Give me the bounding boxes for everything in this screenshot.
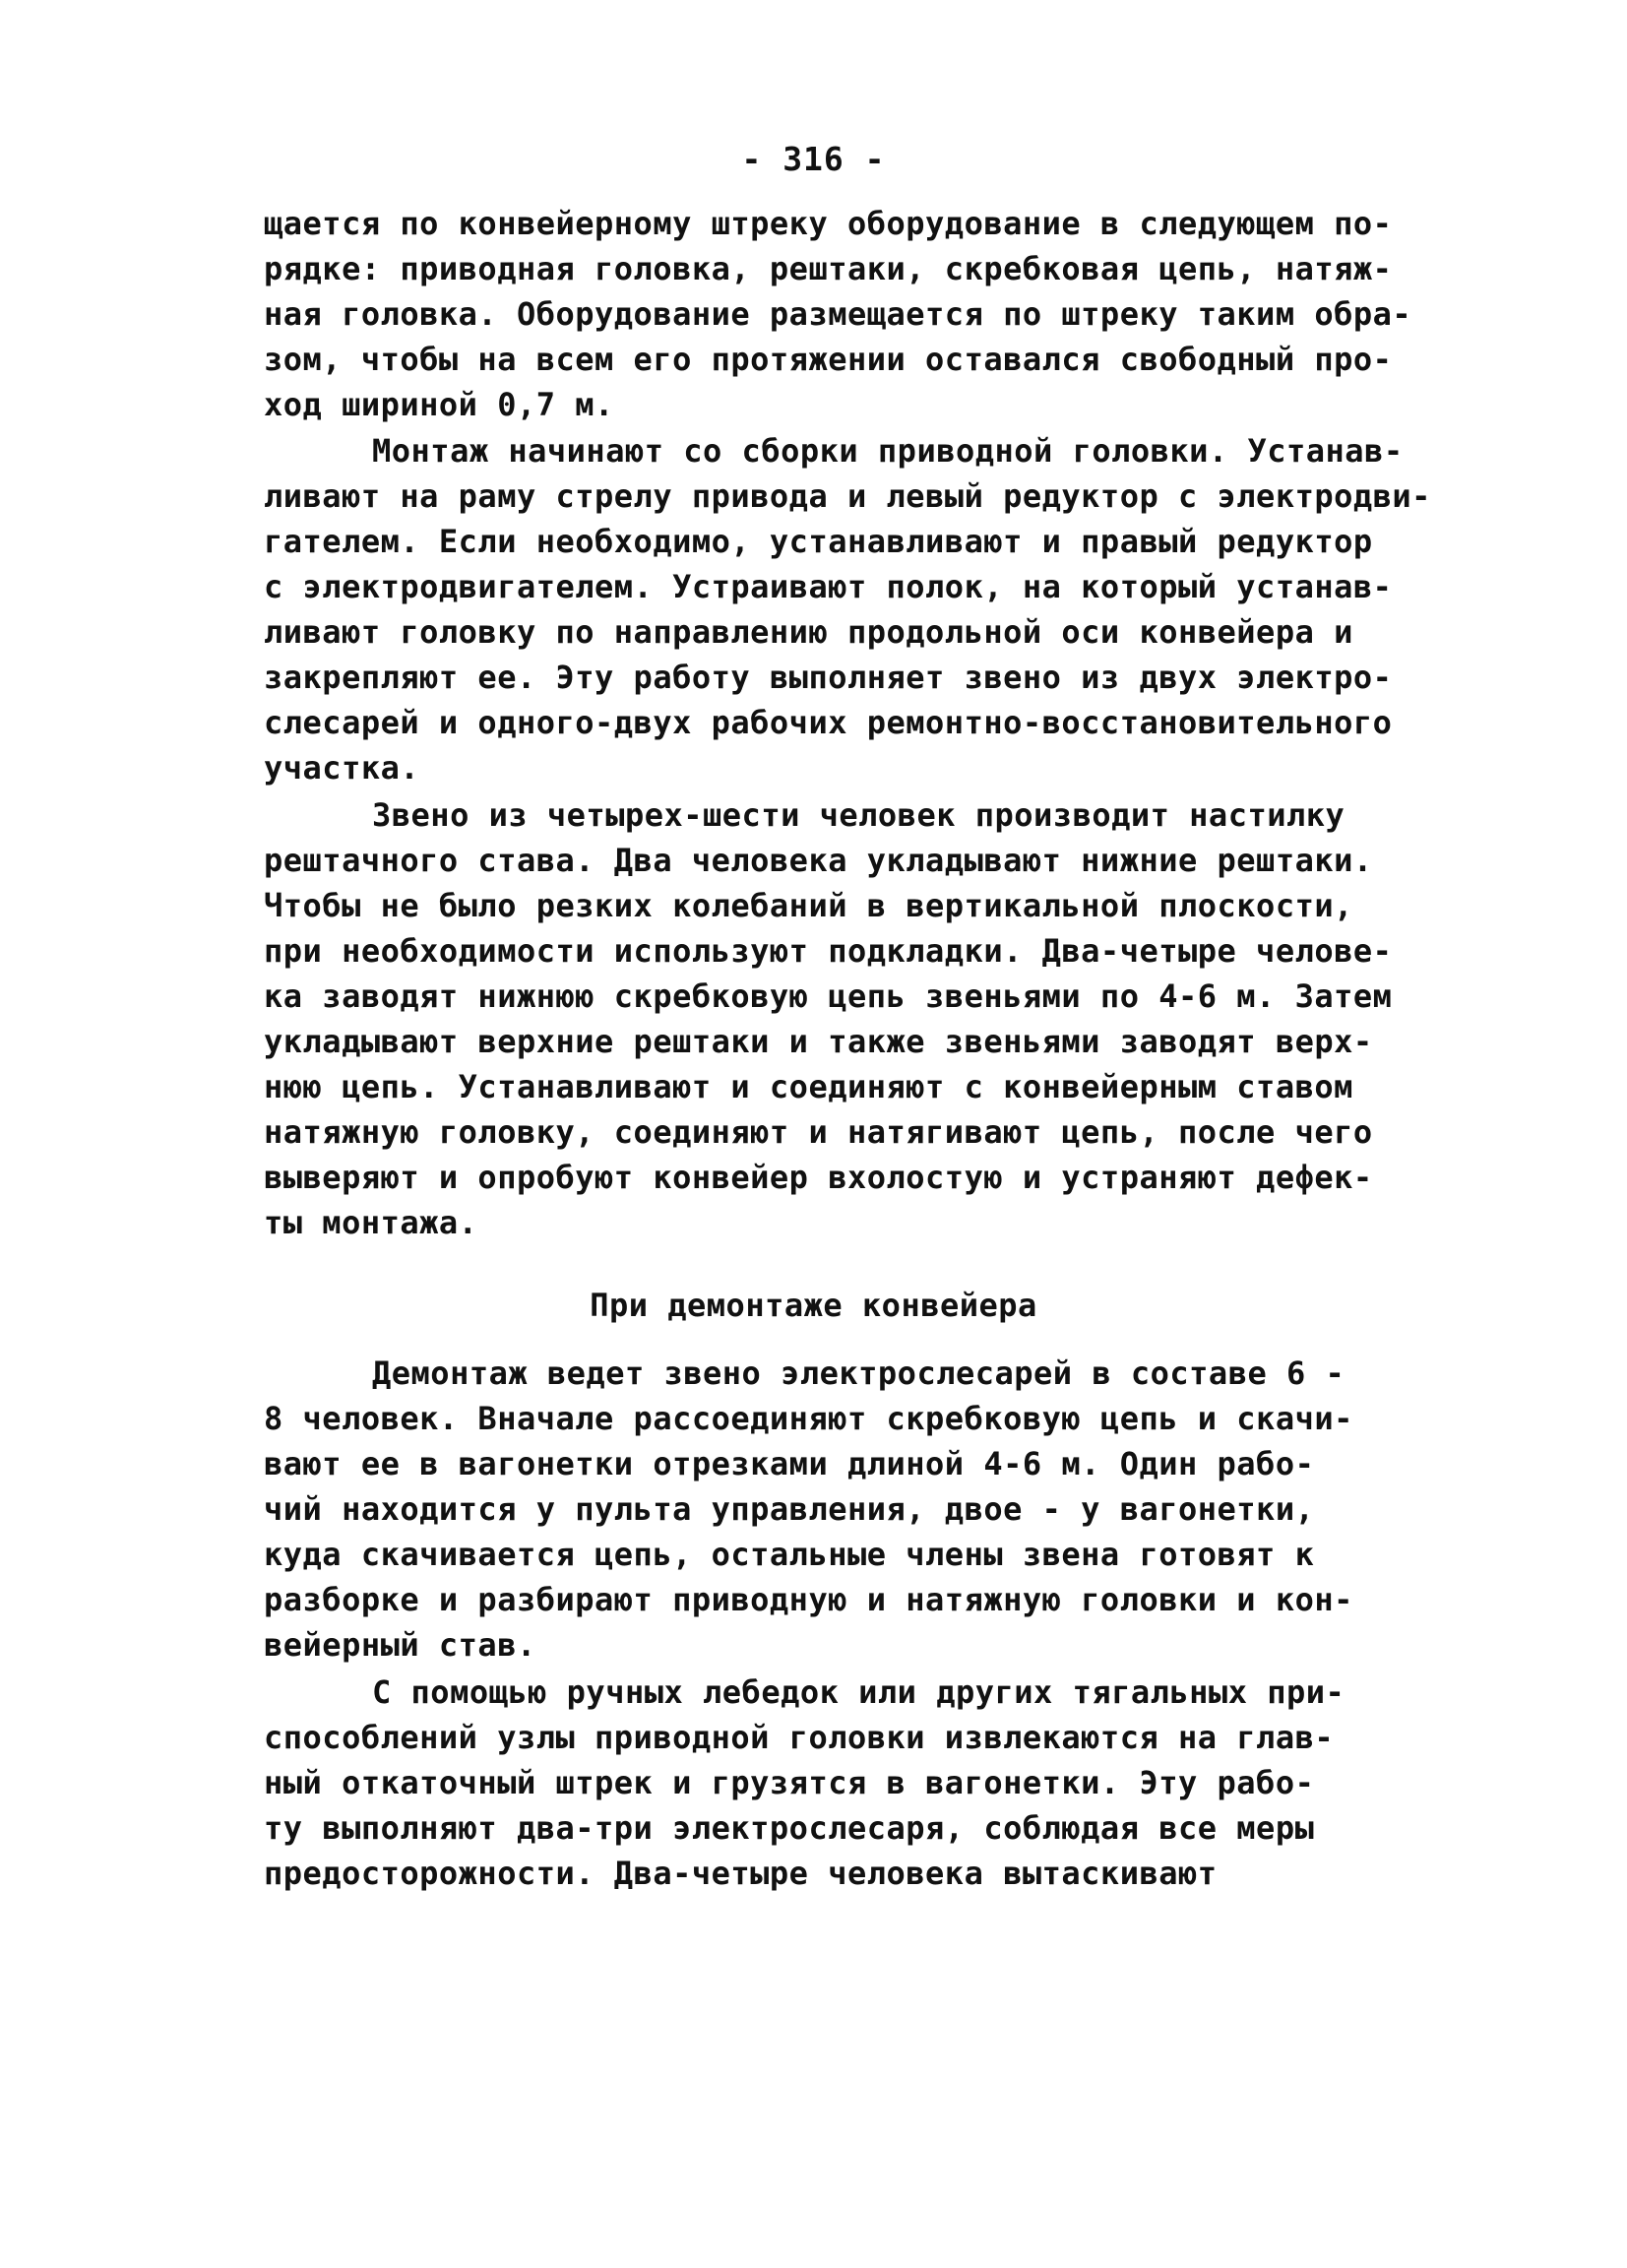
text-line: нюю цепь. Устанавливают и соединяют с конвейерным ставом <box>264 1068 1353 1105</box>
text-line: ты монтажа. <box>264 1204 478 1241</box>
text-line: способлений узлы приводной головки извлекаются на глав- <box>264 1719 1335 1756</box>
text-line: ка заводят нижнюю скребковую цепь звеньями по 4-6 м. Затем <box>264 977 1393 1015</box>
text-line: Монтаж начинают со сборки приводной головки. Устанав- <box>372 432 1404 470</box>
text-line: с электродвигателем. Устраивают полок, на который устанав- <box>264 568 1393 605</box>
text-line: предосторожности. Два-четыре человека вытаскивают <box>264 1855 1218 1892</box>
text-line: при необходимости используют подкладки. Два-четыре челове- <box>264 932 1393 970</box>
text-line: укладывают верхние рештаки и также звеньями заводят верх- <box>264 1023 1373 1060</box>
section-heading: При демонтаже конвейера <box>590 1287 1037 1324</box>
text-line: выверяют и опробуют конвейер вхолостую и устраняют дефек- <box>264 1159 1373 1196</box>
text-line: зом, чтобы на всем его протяжении оставался свободный про- <box>264 341 1393 378</box>
text-line: ливают на раму стрелу привода и левый редуктор с электродви- <box>264 477 1431 515</box>
text-line: ту выполняют два-три электрослесаря, соблюдая все меры <box>264 1809 1315 1847</box>
text-line: 8 человек. Вначале рассоединяют скребковую цепь и скачи- <box>264 1400 1353 1437</box>
text-line: щается по конвейерному штреку оборудование в следующем по- <box>264 205 1393 242</box>
text-line: Демонтаж ведет звено электрослесарей в составе 6 - <box>372 1354 1345 1392</box>
text-line: слесарей и одного-двух рабочих ремонтно-восстановительного <box>264 704 1393 741</box>
text-line: Чтобы не было резких колебаний в вертикальной плоскости, <box>264 887 1353 924</box>
text-line: чий находится у пульта управления, двое - у вагонетки, <box>264 1490 1315 1528</box>
text-line: натяжную головку, соединяют и натягивают цепь, после чего <box>264 1113 1373 1151</box>
text-line: участка. <box>264 749 420 787</box>
text-line: вейерный став. <box>264 1626 536 1664</box>
text-line: Звено из четырех-шести человек производит настилку <box>372 796 1345 834</box>
text-line: С помощью ручных лебедок или других тягальных при- <box>372 1673 1345 1711</box>
text-line: разборке и разбирают приводную и натяжную головки и кон- <box>264 1581 1353 1618</box>
text-line: рядке: приводная головка, рештаки, скребковая цепь, натяж- <box>264 250 1393 287</box>
text-line: гателем. Если необходимо, устанавливают и правый редуктор <box>264 523 1373 560</box>
text-line: куда скачивается цепь, остальные члены звена готовят к <box>264 1536 1315 1573</box>
text-line: ход шириной 0,7 м. <box>264 386 614 423</box>
text-line: закрепляют ее. Эту работу выполняет звено из двух электро- <box>264 659 1393 696</box>
text-line: ливают головку по направлению продольной оси конвейера и <box>264 613 1353 651</box>
text-line: ная головка. Оборудование размещается по штреку таким обра- <box>264 295 1412 333</box>
text-line: ный откаточный штрек и грузятся в вагонетки. Эту рабо- <box>264 1764 1315 1801</box>
text-line: рештачного става. Два человека укладывают нижние рештаки. <box>264 842 1373 879</box>
text-line: вают ее в вагонетки отрезками длиной 4-6 м. Один рабо- <box>264 1445 1315 1482</box>
page-number: - 316 - <box>741 140 886 178</box>
